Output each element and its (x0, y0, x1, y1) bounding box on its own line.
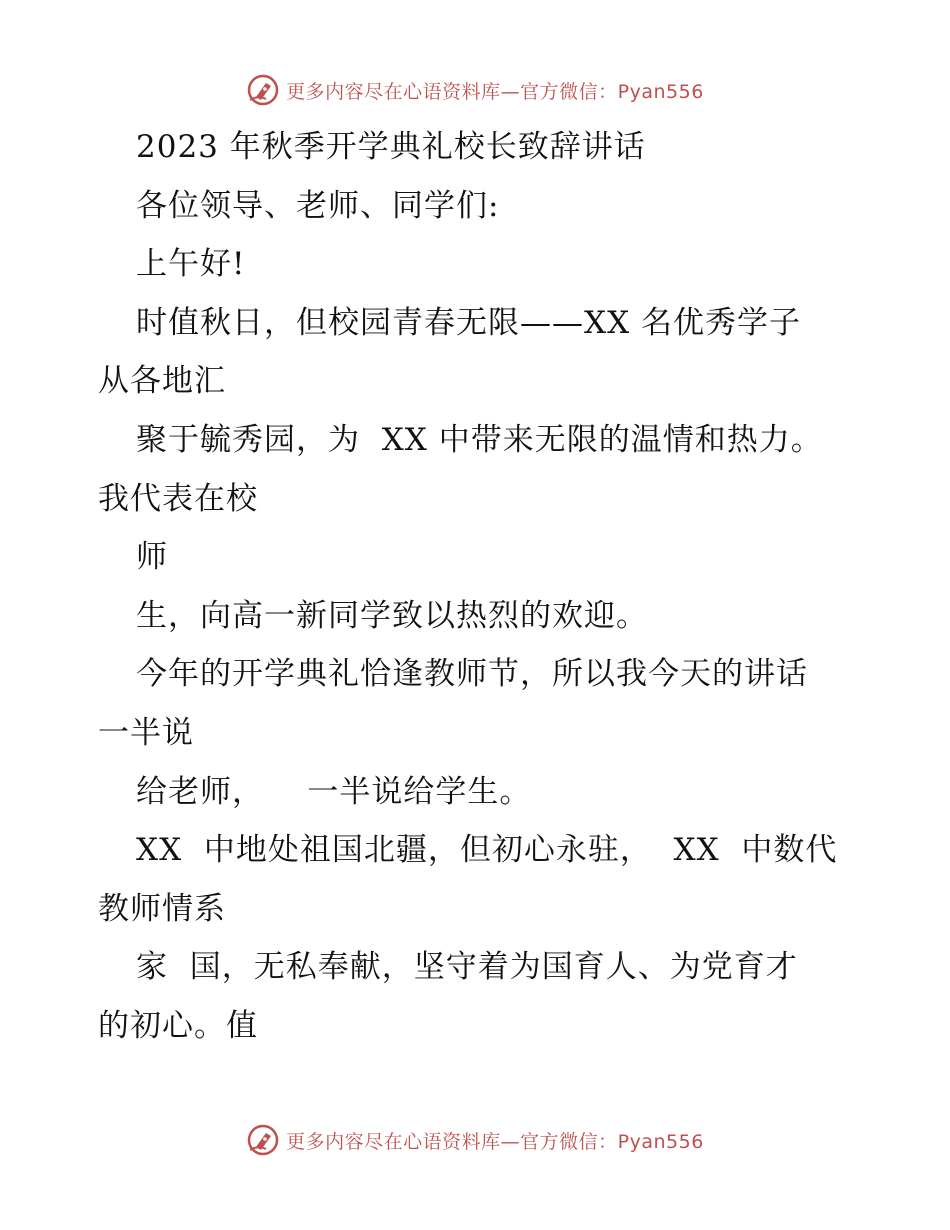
body-line: 家 国，无私奉献，坚守着为国育人、为党育才 (136, 949, 798, 986)
greeting: 上午好! (136, 246, 246, 283)
document-title: 2023 年秋季开学典礼校长致辞讲话 (136, 129, 646, 165)
body-line: 的初心。值 (98, 1007, 258, 1044)
body-line: 今年的开学典礼恰逢教师节，所以我今天的讲话 (136, 656, 808, 693)
salutation: 各位领导、老师、同学们: (136, 187, 500, 224)
body-line: 从各地汇 (98, 363, 226, 400)
watermark-text: 更多内容尽在心语资料库—官方微信：Pyan556 (286, 80, 704, 103)
watermark-text: 更多内容尽在心语资料库—官方微信：Pyan556 (286, 1130, 704, 1153)
body-line: 生，向高一新同学致以热烈的欢迎。 (136, 597, 648, 634)
body-line: XX 中地处祖国北疆，但初心永驻， XX 中数代 (136, 832, 838, 869)
body-line: 一半说 (98, 714, 194, 751)
body-line: 给老师， 一半说给学生。 (136, 773, 532, 810)
body-line: 时值秋日，但校园青春无限——XX 名优秀学子 (136, 304, 801, 341)
footer-watermark (0, 1120, 950, 1160)
pen-nib-logo-icon (246, 1123, 280, 1157)
body-line: 我代表在校 (98, 480, 258, 517)
body-line: 师 (136, 539, 168, 576)
header-watermark (0, 70, 950, 110)
document-body (98, 118, 848, 1056)
body-line: 聚于毓秀园，为 XX 中带来无限的温情和热力。 (136, 421, 823, 458)
body-line: 教师情系 (98, 890, 226, 927)
pen-nib-logo-icon (246, 73, 280, 107)
